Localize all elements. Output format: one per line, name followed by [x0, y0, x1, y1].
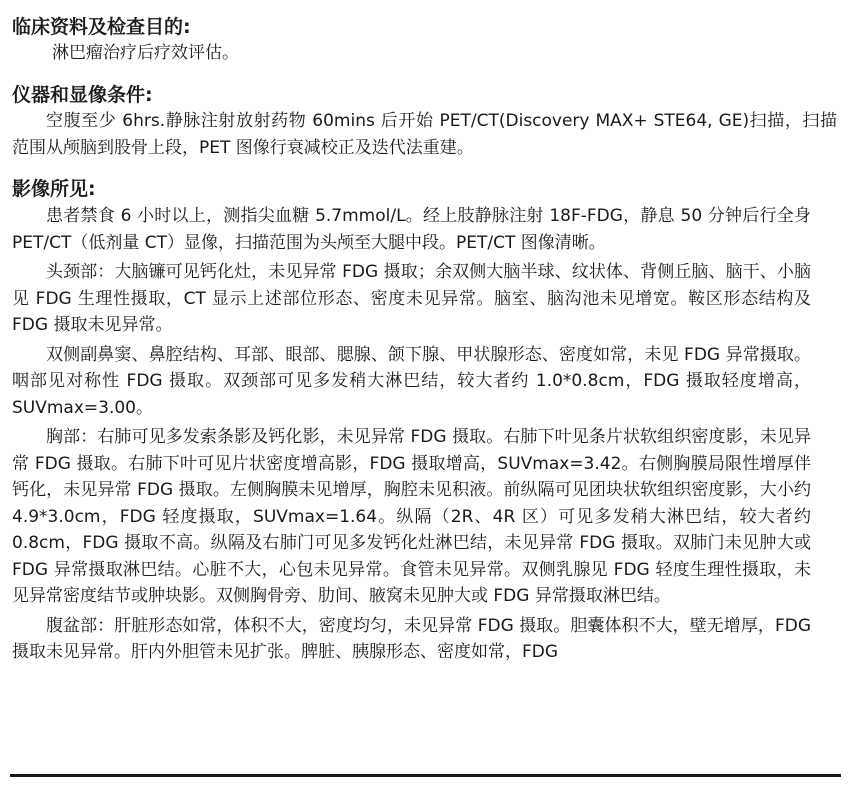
- equipment-section-title: 仪器和显像条件:: [12, 84, 153, 106]
- equipment-section-body: 空腹至少 6hrs.静脉注射放射药物 60mins 后开始 PET/CT(Discovery MAX+ STE64, GE)扫描，扫描范围从颅脑到股骨上段，PET 图像行衰减校正及迭代法重建。: [12, 111, 837, 158]
- findings-paragraph-chest: 胸部：右肺可见多发索条影及钙化影，未见异常 FDG 摄取。右肺下叶见条片状软组织密度影，未见异常 FDG 摄取。右肺下叶可见片状密度增高影，FDG 摄取增高，SUVmax=3.42。右侧胸膜局限性增厚伴钙化，未见异常 FDG 摄取。左侧胸膜未见增厚，胸腔未见积液。前纵隔可见团块状软组织密度影，大小约 4.9*3.0cm，FDG 轻度摄取，SUVmax=1.64。纵隔（2R、4R 区）可见多发稍大淋巴结，较大者约 0.8cm，FDG 摄取不高。纵隔及右肺门可见多发钙化灶淋巴结，未见异常 FDG 摄取。双肺门未见肿大或 FDG 异常摄取淋巴结。心脏不大，心包未见异常。食管未见异常。双侧乳腺见 FDG 轻度生理性摄取，未见异常密度结节或肿块影。双侧胸骨旁、肋间、腋窝未见肿大或 FDG 异常摄取淋巴结。: [12, 427, 811, 606]
- clinical-section-title: 临床资料及检查目的:: [12, 16, 191, 38]
- findings-section-title: 影像所见:: [12, 178, 96, 200]
- findings-paragraph-general: 患者禁食 6 小时以上，测指尖血糖 5.7mmol/L。经上肢静脉注射 18F-FDG，静息 50 分钟后行全身 PET/CT（低剂量 CT）显像，扫描范围为头颅至大腿中段。PET/CT 图像清晰。: [12, 206, 811, 253]
- findings-paragraph-abdomen-pelvis: 腹盆部：肝脏形态如常，体积不大，密度均匀，未见异常 FDG 摄取。胆囊体积不大，壁无增厚，FDG 摄取未见异常。肝内外胆管未见扩张。脾脏、胰腺形态、密度如常，FDG: [12, 615, 811, 662]
- findings-paragraph-sinus-neck: 双侧副鼻窦、鼻腔结构、耳部、眼部、腮腺、颌下腺、甲状腺形态、密度如常，未见 FDG 异常摄取。咽部见对称性 FDG 摄取。双颈部可见多发稍大淋巴结，较大者约 1.0*0.8cm，FDG 摄取轻度增高，SUVmax=3.00。: [12, 344, 811, 418]
- findings-paragraph-head-neck: 头颈部：大脑镰可见钙化灶，未见异常 FDG 摄取；余双侧大脑半球、纹状体、背侧丘脑、脑干、小脑见 FDG 生理性摄取，CT 显示上述部位形态、密度未见异常。脑室、脑沟池未见增宽。鞍区形态结构及 FDG 摄取未见异常。: [12, 262, 811, 335]
- clinical-section-body: 淋巴瘤治疗后疗效评估。: [52, 43, 239, 63]
- bottom-divider: [10, 774, 841, 777]
- findings-section-body: [0, 203, 825, 669]
